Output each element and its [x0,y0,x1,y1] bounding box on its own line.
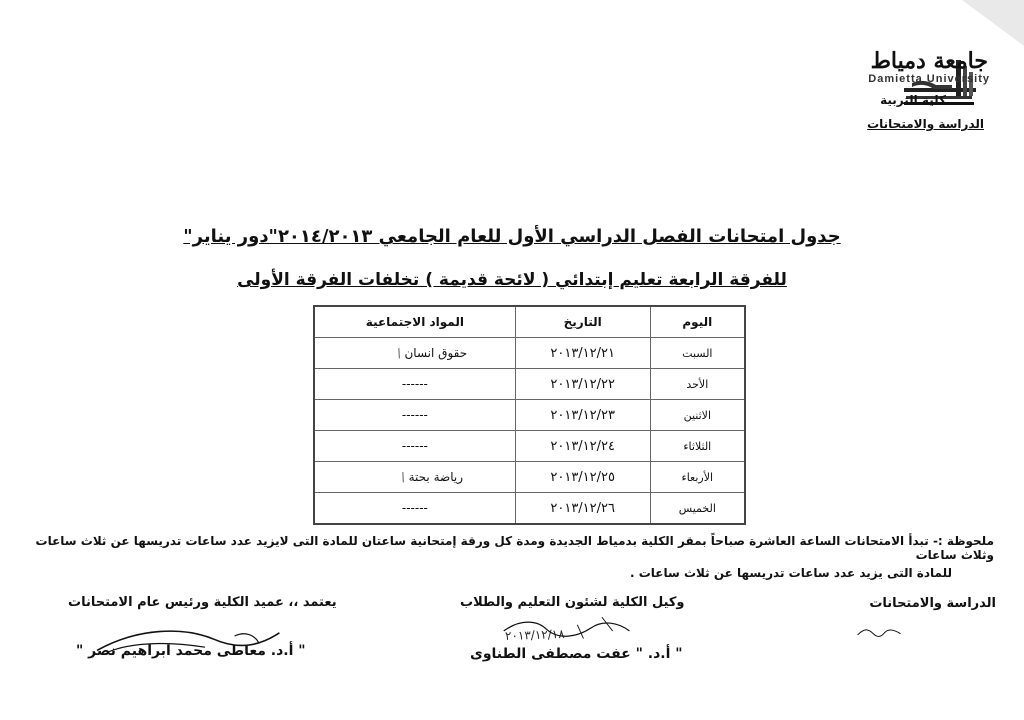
date-cell: ٢٠١٣/١٢/٢٣ [515,400,650,431]
dean-title: يعتمد ،، عميد الكلية ورئيس عام الامتحانات [68,595,337,610]
date-cell: ٢٠١٣/١٢/٢٤ [515,431,650,462]
column-header-day: اليوم [650,306,745,338]
table-row [314,338,745,369]
document-subtitle: للفرقة الرابعة تعليم إبتدائي ( لائحة قديمة ) تخلفات الفرقة الأولى [237,270,787,290]
date-cell: ٢٠١٣/١٢/٢٥ [515,462,650,493]
date-cell: ٢٠١٣/١٢/٢٢ [515,369,650,400]
day-cell: السبت [650,338,745,369]
day-cell: الخميس [650,493,745,525]
day-cell: الأحد [650,369,745,400]
subject-cell [314,338,515,369]
subject-text: حقوق انسان [404,346,468,360]
exam-schedule-table [313,305,746,525]
page-fold-shadow [962,0,1024,46]
date-cell: ٢٠١٣/١٢/٢١ [515,338,650,369]
subject-cell: ------ [314,400,515,431]
vice-dean-title: وكيل الكلية لشئون التعليم والطلاب [460,595,685,610]
column-header-subject: المواد الاجتماعية [314,306,515,338]
faculty-name: كلية التربية [880,93,946,107]
table-row [314,493,745,525]
check-mark-icon: / [398,469,408,485]
subject-cell: ------ [314,369,515,400]
university-name-arabic: جامعة دمياط [870,48,988,74]
exam-note-line-1: ملحوظة :- تبدأ الامتحانات الساعة العاشرة صباحاً بمقر الكلية بدمياط الجديدة ومدة كل ورقة إمتحانية ساعتان للمادة التى لايزيد عدد ساعات تدريسها عن ثلاث ساعات وثلاث ساعات [35,534,994,562]
date-cell: ٢٠١٣/١٢/٢٦ [515,493,650,525]
table-row [314,369,745,400]
university-name-english: Damietta University [868,73,990,85]
table-row [314,431,745,462]
studies-department-title: الدراسة والامتحانات [869,596,996,611]
studies-signature-icon [855,622,907,644]
subject-cell: ------ [314,493,515,525]
day-cell: الثلاثاء [650,431,745,462]
vice-dean-name: " أ.د. " عفت مصطفى الطناوى [470,646,683,662]
subject-cell: ------ [314,431,515,462]
exam-note-line-2: للمادة التى يزيد عدد ساعات تدريسها عن ثلاث ساعات . [629,566,952,580]
dean-name: " أ.د. معاطى محمد ابراهيم نصر " [76,643,306,659]
day-cell: الأربعاء [650,462,745,493]
handwritten-date: ٢٠١٣/١٢/١٨ [504,626,565,644]
table-row [314,462,745,493]
table-row [314,400,745,431]
document-title: جدول امتحانات الفصل الدراسي الأول للعام الجامعي ٢٠١٤/٢٠١٣"دور يناير" [183,226,841,247]
department-name: الدراسة والامتحانات [867,117,984,131]
subject-cell [314,462,515,493]
table-header-row [314,306,745,338]
subject-text: رياضة بحتة [408,470,463,484]
day-cell: الاثنين [650,400,745,431]
check-mark-icon: / [394,345,403,361]
column-header-date: التاريخ [515,306,650,338]
